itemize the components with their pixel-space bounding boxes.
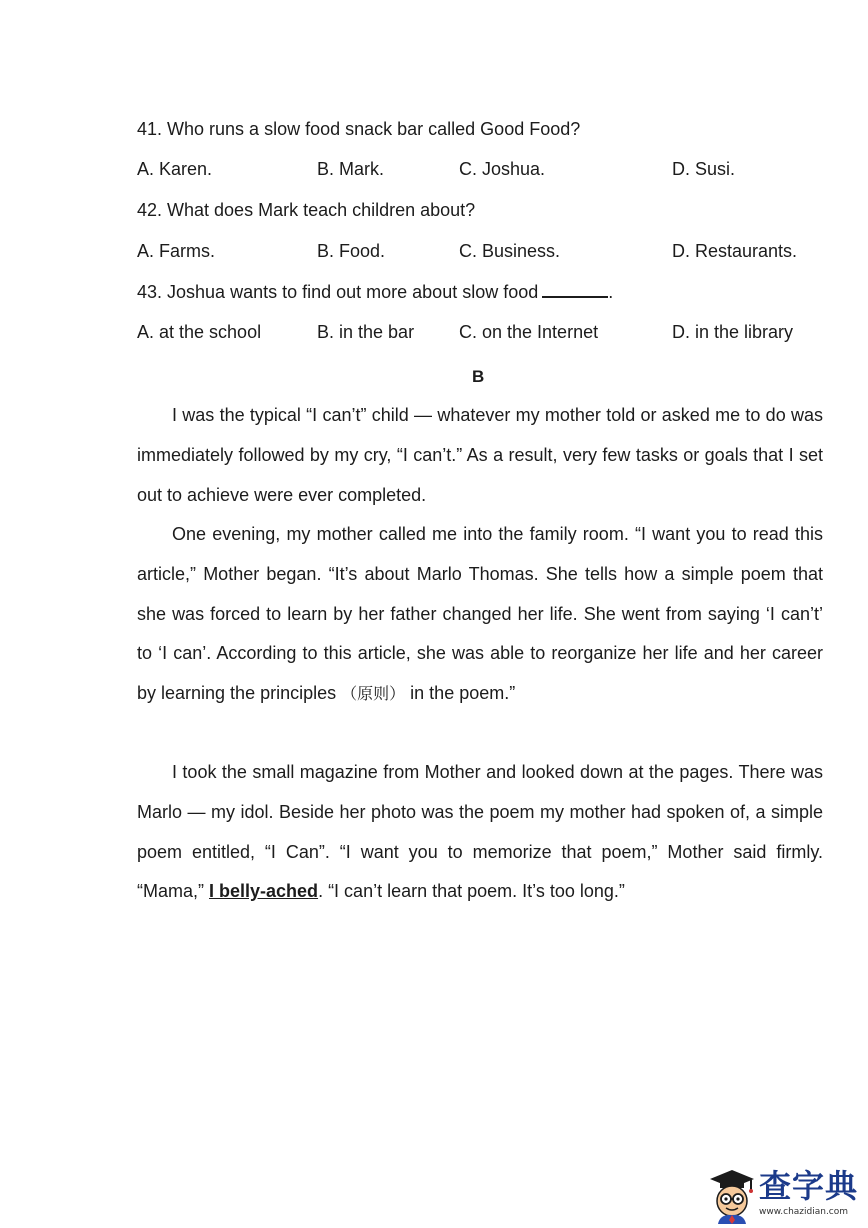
question-43-stem: [137, 281, 613, 303]
option-41-c: C. Joshua.: [459, 159, 546, 179]
paragraph-3-end: . “I can’t learn that poem. It’s too long.”: [318, 881, 625, 902]
option-43-d: D. in the library: [672, 322, 794, 342]
option-42-c: C. Business.: [459, 241, 561, 261]
question-41-stem: 41. Who runs a slow food snack bar called Good Food?: [137, 119, 581, 139]
option-41-d: D. Susi.: [672, 159, 736, 179]
paragraph-2-text: One evening, my mother called me into the family room. “I want you to read this article,” Mother began. “It’s about Marlo Thomas. She tells how a simple poem that she was forced to learn by her father changed her life. She went from saying ‘I can’t’ to ‘I can’. According to this article, she was able to reorganize her life and her career by learning the principles: [137, 524, 823, 704]
option-41-a: A. Karen.: [137, 159, 213, 179]
paragraph-2-gloss: （原则）: [341, 684, 406, 704]
question-43-end: .: [608, 282, 614, 302]
answer-blank: [542, 282, 608, 298]
underlined-phrase: I belly-ached: [209, 881, 319, 902]
question-42-stem: 42. What does Mark teach children about?: [137, 200, 476, 220]
question-41-options: [137, 158, 827, 180]
passage-paragraph-1: [137, 396, 823, 515]
option-42-a: A. Farms.: [137, 241, 216, 261]
question-43-options: [137, 321, 827, 343]
mascot-icon: [707, 1168, 757, 1224]
chazidian-logo: [707, 1166, 865, 1226]
paragraph-1-text: I was the typical “I can’t” child — whatever my mother told or asked me to do was immediately followed by my cry, “I can’t.” As a result, very few tasks or goals that I set out to achieve were ever completed.: [137, 405, 823, 505]
option-42-b: B. Food.: [317, 241, 386, 261]
option-43-c: C. on the Internet: [459, 322, 599, 342]
option-43-b: B. in the bar: [317, 322, 415, 342]
option-43-a: A. at the school: [137, 322, 262, 342]
question-42-options: [137, 240, 827, 262]
paragraph-3-text: I took the small magazine from Mother and looked down at the pages. There was Marlo — my idol. Beside her photo was the poem my mother had spoken of, a simple poem entitled, “I Can”. “I want you to memorize that poem,” Mother said firmly. “Mama,”: [137, 762, 823, 902]
passage-paragraph-2: [137, 515, 823, 714]
option-42-d: D. Restaurants.: [672, 241, 798, 261]
logo-name: 查字典: [759, 1167, 859, 1205]
logo-url: www.chazidian.com: [759, 1207, 849, 1217]
section-title: B: [472, 367, 485, 386]
option-41-b: B. Mark.: [317, 159, 385, 179]
passage-paragraph-3: [137, 753, 823, 912]
question-43-text: 43. Joshua wants to find out more about slow food: [137, 282, 539, 302]
paragraph-2-end: in the poem.”: [410, 683, 516, 704]
